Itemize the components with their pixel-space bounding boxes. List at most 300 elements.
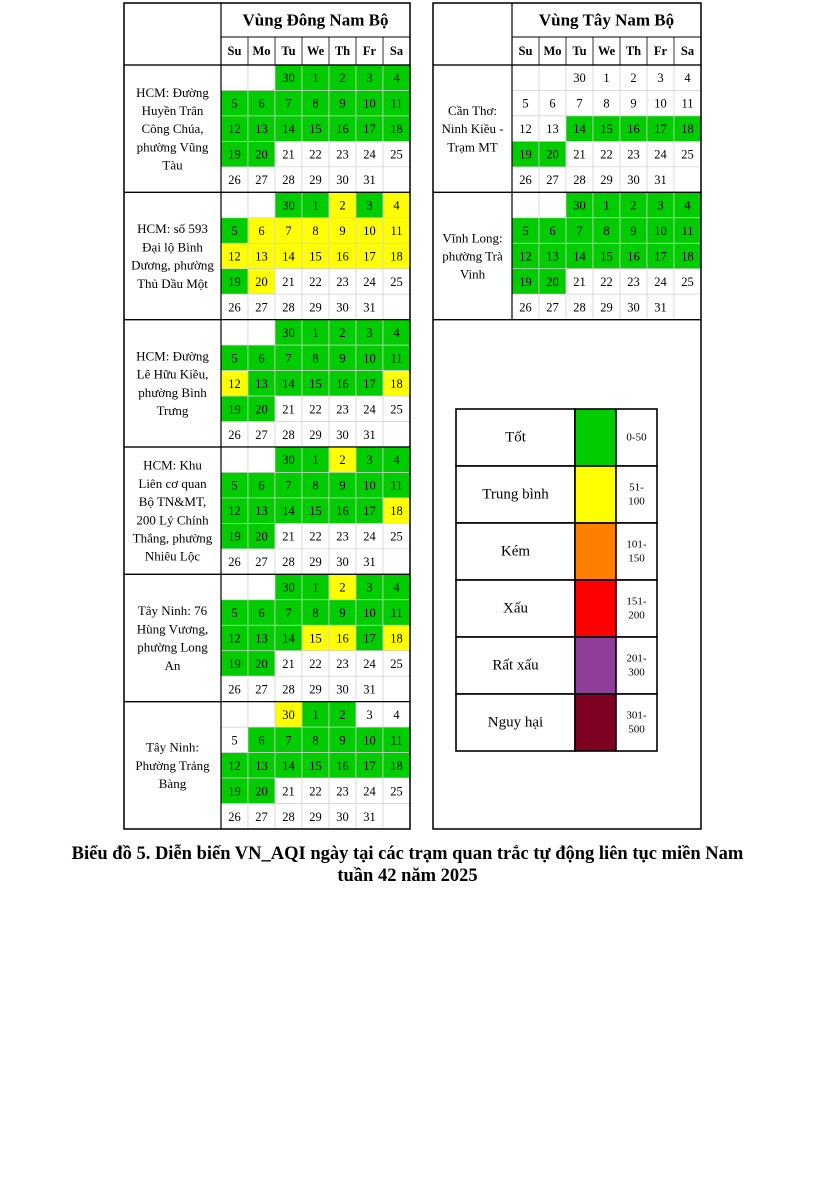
day-number: 10 [363, 733, 376, 748]
day-number: 27 [255, 682, 268, 697]
day-number: 28 [573, 300, 586, 315]
day-number: 16 [336, 249, 349, 264]
legend-range: 151- [626, 595, 647, 608]
day-number: 26 [519, 173, 532, 188]
day-number: 3 [657, 71, 664, 86]
day-number: 23 [336, 402, 349, 417]
day-number: 21 [282, 656, 295, 671]
day-number: 18 [390, 504, 403, 519]
day-number: 28 [573, 173, 586, 188]
day-number: 11 [681, 96, 694, 111]
legend-range: 100 [628, 495, 645, 508]
day-number: 2 [339, 453, 346, 468]
day-number: 24 [654, 274, 667, 289]
day-number: 24 [363, 656, 376, 671]
day-number: 21 [573, 274, 586, 289]
day-number: 18 [681, 122, 694, 137]
day-number: 18 [681, 249, 694, 264]
day-number: 30 [282, 580, 295, 595]
day-number: 19 [228, 274, 241, 289]
day-number: 14 [282, 504, 295, 519]
station-name-line: Vĩnh Long: [442, 230, 503, 246]
day-number: 20 [546, 147, 559, 162]
day-number: 13 [255, 758, 268, 773]
weekday-label: We [306, 44, 325, 58]
day-number: 1 [312, 71, 319, 86]
day-cell [383, 549, 410, 574]
day-number: 5 [231, 351, 238, 366]
station-name-line: HCM: Đường [136, 84, 209, 100]
day-number: 28 [282, 682, 295, 697]
day-number: 2 [339, 71, 346, 86]
day-number: 30 [336, 555, 349, 570]
station-name-line: 200 Lý Chính [136, 512, 209, 528]
legend-range: 500 [628, 723, 645, 736]
day-number: 7 [285, 478, 292, 493]
day-number: 7 [576, 96, 583, 111]
station-name-line: Liên cơ quan [138, 475, 207, 491]
legend-range: 301- [626, 709, 647, 722]
day-number: 9 [339, 606, 346, 621]
day-number: 24 [363, 147, 376, 162]
day-number: 31 [363, 809, 376, 824]
day-number: 29 [309, 809, 322, 824]
day-number: 5 [231, 733, 238, 748]
day-number: 13 [255, 376, 268, 391]
legend-swatch [575, 637, 616, 694]
day-number: 18 [390, 631, 403, 646]
station-name-line: phường Vũng [136, 139, 209, 155]
station-name-line: Tây Ninh: 76 [137, 603, 208, 619]
day-number: 9 [339, 224, 346, 239]
day-number: 20 [255, 784, 268, 799]
station-name-line: Đại lộ Bình [142, 239, 203, 255]
day-number: 4 [393, 453, 400, 468]
day-number: 28 [282, 427, 295, 442]
day-number: 29 [309, 300, 322, 315]
legend-range-cell [616, 637, 657, 694]
weekday-label: Sa [389, 44, 404, 58]
day-number: 1 [312, 580, 319, 595]
weekday-label: Su [518, 44, 533, 58]
legend-range: 101- [626, 538, 647, 551]
day-number: 22 [309, 656, 322, 671]
day-number: 27 [255, 555, 268, 570]
day-cell [383, 422, 410, 447]
day-number: 14 [282, 376, 295, 391]
day-number: 3 [657, 198, 664, 213]
day-number: 22 [309, 147, 322, 162]
day-number: 8 [312, 733, 319, 748]
day-cell [248, 702, 275, 727]
day-number: 23 [336, 147, 349, 162]
day-number: 30 [336, 682, 349, 697]
day-number: 2 [339, 325, 346, 340]
day-number: 29 [600, 173, 613, 188]
day-number: 31 [363, 682, 376, 697]
day-number: 17 [363, 122, 376, 137]
day-number: 10 [363, 224, 376, 239]
station-name-line: Ninh Kiều - [441, 121, 504, 137]
day-number: 4 [393, 580, 400, 595]
day-number: 15 [309, 249, 322, 264]
day-number: 24 [363, 529, 376, 544]
day-number: 26 [228, 300, 241, 315]
day-number: 27 [255, 300, 268, 315]
station-name-line: phường Long [137, 639, 208, 655]
legend-range: 201- [626, 652, 647, 665]
day-number: 17 [363, 249, 376, 264]
day-number: 17 [654, 122, 667, 137]
day-number: 24 [363, 402, 376, 417]
day-number: 30 [282, 707, 295, 722]
day-number: 30 [282, 453, 295, 468]
day-number: 1 [312, 325, 319, 340]
station-name-line: Cần Thơ: [448, 102, 497, 118]
day-number: 19 [228, 402, 241, 417]
day-number: 21 [282, 402, 295, 417]
day-number: 30 [573, 71, 586, 86]
day-number: 30 [282, 71, 295, 86]
day-number: 18 [390, 376, 403, 391]
day-number: 31 [363, 555, 376, 570]
day-number: 13 [546, 249, 559, 264]
day-number: 28 [282, 555, 295, 570]
day-number: 14 [282, 249, 295, 264]
caption-line-1: Biểu đồ 5. Diễn biến VN_AQI ngày tại các trạm quan trắc tự động liên tục miền Nam [71, 844, 744, 864]
day-number: 14 [573, 122, 586, 137]
day-number: 8 [312, 478, 319, 493]
day-number: 19 [228, 147, 241, 162]
day-number: 21 [282, 274, 295, 289]
day-number: 31 [654, 300, 667, 315]
day-number: 26 [228, 427, 241, 442]
legend-label: Trung bình [482, 486, 549, 503]
day-number: 26 [519, 300, 532, 315]
day-number: 12 [228, 122, 241, 137]
day-number: 16 [336, 122, 349, 137]
day-number: 30 [336, 809, 349, 824]
day-number: 16 [336, 631, 349, 646]
day-number: 3 [366, 198, 373, 213]
legend-label: Tốt [505, 429, 526, 446]
weekday-label: Th [334, 44, 351, 58]
day-number: 3 [366, 707, 373, 722]
day-number: 6 [258, 96, 265, 111]
day-number: 20 [255, 147, 268, 162]
day-number: 28 [282, 300, 295, 315]
legend-swatch [575, 694, 616, 751]
day-cell [221, 65, 248, 90]
day-number: 21 [282, 529, 295, 544]
day-cell [248, 320, 275, 345]
day-number: 10 [363, 606, 376, 621]
legend-range: 150 [628, 552, 645, 565]
day-number: 27 [546, 300, 559, 315]
day-number: 7 [285, 351, 292, 366]
day-number: 8 [312, 96, 319, 111]
station-name-line: HCM: số 593 [137, 221, 208, 237]
day-number: 16 [336, 504, 349, 519]
day-number: 12 [519, 122, 532, 137]
day-number: 2 [630, 71, 637, 86]
day-number: 1 [603, 71, 610, 86]
day-number: 7 [285, 606, 292, 621]
day-number: 14 [282, 758, 295, 773]
day-number: 30 [627, 173, 640, 188]
day-number: 19 [228, 656, 241, 671]
day-number: 4 [684, 71, 691, 86]
legend-range: 200 [628, 609, 645, 622]
day-number: 24 [363, 784, 376, 799]
day-number: 24 [363, 274, 376, 289]
station-name-line: Phường Trảng [135, 757, 210, 773]
day-number: 25 [681, 274, 694, 289]
day-number: 5 [231, 96, 238, 111]
region-title: Vùng Đông Nam Bộ [242, 10, 389, 30]
legend-label: Rất xấu [492, 657, 539, 674]
day-number: 31 [654, 173, 667, 188]
day-number: 4 [684, 198, 691, 213]
station-name-line: Thủ Dầu Một [137, 275, 208, 291]
day-number: 11 [390, 351, 403, 366]
day-number: 30 [627, 300, 640, 315]
weekday-label: Sa [680, 44, 695, 58]
day-number: 18 [390, 122, 403, 137]
day-cell [221, 574, 248, 599]
day-number: 12 [519, 249, 532, 264]
day-number: 10 [363, 96, 376, 111]
day-number: 16 [336, 758, 349, 773]
day-cell [221, 320, 248, 345]
day-number: 25 [390, 656, 403, 671]
day-number: 27 [255, 427, 268, 442]
station-name-line: phường Trà [442, 248, 503, 264]
day-number: 28 [282, 173, 295, 188]
station-name-line: An [164, 657, 181, 673]
day-number: 3 [366, 580, 373, 595]
day-number: 4 [393, 198, 400, 213]
day-number: 8 [603, 224, 610, 239]
legend-range-cell [616, 694, 657, 751]
day-number: 1 [312, 707, 319, 722]
region-title: Vùng Tây Nam Bộ [538, 10, 675, 30]
day-number: 26 [228, 555, 241, 570]
day-number: 15 [309, 122, 322, 137]
day-number: 21 [282, 784, 295, 799]
day-number: 9 [339, 733, 346, 748]
day-number: 8 [312, 606, 319, 621]
day-number: 25 [390, 274, 403, 289]
day-cell [539, 192, 566, 217]
day-number: 15 [309, 631, 322, 646]
station-name-line: phường Bình [138, 384, 207, 400]
day-number: 9 [339, 351, 346, 366]
day-number: 8 [312, 351, 319, 366]
day-number: 6 [258, 224, 265, 239]
station-name-line: HCM: Đường [136, 348, 209, 364]
day-number: 7 [576, 224, 583, 239]
day-number: 17 [363, 376, 376, 391]
legend-swatch [575, 523, 616, 580]
day-number: 13 [255, 631, 268, 646]
day-number: 11 [390, 224, 403, 239]
day-number: 31 [363, 427, 376, 442]
day-number: 30 [336, 173, 349, 188]
day-number: 22 [600, 274, 613, 289]
station-name-line: Nhiêu Lộc [144, 548, 201, 564]
day-cell [248, 574, 275, 599]
day-number: 29 [309, 682, 322, 697]
day-number: 4 [393, 707, 400, 722]
day-number: 6 [549, 224, 556, 239]
day-number: 9 [630, 96, 637, 111]
day-number: 25 [390, 529, 403, 544]
station-name-line: Hùng Vương, [136, 621, 209, 637]
day-number: 8 [603, 96, 610, 111]
day-number: 23 [627, 274, 640, 289]
weekday-label: Th [625, 44, 642, 58]
day-number: 7 [285, 224, 292, 239]
day-cell [221, 192, 248, 217]
day-number: 15 [309, 758, 322, 773]
legend-swatch [575, 409, 616, 466]
day-number: 20 [546, 274, 559, 289]
day-number: 14 [282, 631, 295, 646]
day-number: 11 [681, 224, 694, 239]
figure-caption [0, 843, 815, 887]
station-name-line: Trưng [156, 403, 189, 419]
day-number: 6 [258, 733, 265, 748]
day-number: 27 [255, 809, 268, 824]
weekday-label: Su [227, 44, 242, 58]
day-number: 15 [600, 122, 613, 137]
day-number: 5 [522, 96, 529, 111]
day-number: 11 [390, 606, 403, 621]
weekday-label: Tu [572, 44, 587, 58]
day-number: 26 [228, 809, 241, 824]
day-cell [383, 676, 410, 701]
day-number: 30 [282, 198, 295, 213]
day-number: 20 [255, 402, 268, 417]
day-number: 23 [336, 656, 349, 671]
day-number: 13 [546, 122, 559, 137]
day-number: 2 [630, 198, 637, 213]
day-number: 15 [600, 249, 613, 264]
day-number: 9 [339, 478, 346, 493]
day-number: 30 [282, 325, 295, 340]
legend-range-cell [616, 523, 657, 580]
day-number: 20 [255, 656, 268, 671]
day-cell [512, 192, 539, 217]
day-number: 2 [339, 707, 346, 722]
day-cell [674, 167, 701, 192]
day-number: 21 [282, 147, 295, 162]
day-number: 14 [282, 122, 295, 137]
day-number: 19 [519, 274, 532, 289]
day-number: 12 [228, 504, 241, 519]
legend-label: Kém [500, 543, 531, 560]
legend-swatch [575, 580, 616, 637]
day-number: 5 [522, 224, 529, 239]
weekday-label: Fr [653, 44, 668, 58]
day-number: 10 [363, 351, 376, 366]
legend-range-cell [616, 580, 657, 637]
day-number: 12 [228, 376, 241, 391]
day-number: 29 [600, 300, 613, 315]
station-name-line: Tây Ninh: [145, 739, 200, 755]
day-number: 10 [363, 478, 376, 493]
station-name-line: Thắng, phường [132, 530, 213, 546]
station-name-line: Vinh [459, 266, 486, 282]
day-number: 7 [285, 96, 292, 111]
legend-range: 51- [629, 481, 644, 494]
station-name-line: Bàng [158, 776, 187, 792]
day-cell [221, 702, 248, 727]
station-name-line: Lê Hữu Kiều, [136, 366, 209, 382]
day-number: 13 [255, 122, 268, 137]
day-number: 1 [603, 198, 610, 213]
day-cell [674, 294, 701, 319]
day-number: 22 [309, 784, 322, 799]
day-number: 22 [309, 402, 322, 417]
day-number: 16 [627, 249, 640, 264]
day-number: 20 [255, 529, 268, 544]
weekday-label: Mo [543, 44, 562, 58]
day-number: 11 [390, 96, 403, 111]
day-number: 17 [654, 249, 667, 264]
day-number: 25 [390, 402, 403, 417]
day-cell [221, 447, 248, 472]
legend-range: 300 [628, 666, 645, 679]
day-number: 20 [255, 274, 268, 289]
day-number: 1 [312, 453, 319, 468]
day-cell [383, 294, 410, 319]
day-number: 6 [549, 96, 556, 111]
day-number: 25 [390, 147, 403, 162]
station-name-line: Công Chúa, [141, 121, 204, 137]
day-number: 13 [255, 504, 268, 519]
day-number: 4 [393, 71, 400, 86]
day-number: 23 [336, 274, 349, 289]
day-number: 22 [600, 147, 613, 162]
day-number: 19 [519, 147, 532, 162]
weekday-label: Mo [252, 44, 271, 58]
day-number: 17 [363, 504, 376, 519]
day-number: 19 [228, 529, 241, 544]
day-number: 9 [339, 96, 346, 111]
day-cell [539, 65, 566, 90]
day-number: 2 [339, 580, 346, 595]
day-number: 11 [390, 478, 403, 493]
day-number: 26 [228, 682, 241, 697]
day-number: 7 [285, 733, 292, 748]
day-number: 29 [309, 173, 322, 188]
day-number: 14 [573, 249, 586, 264]
day-number: 5 [231, 606, 238, 621]
day-number: 11 [390, 733, 403, 748]
day-number: 29 [309, 427, 322, 442]
day-number: 31 [363, 173, 376, 188]
station-name-line: Trạm MT [447, 139, 498, 155]
day-number: 12 [228, 758, 241, 773]
day-number: 4 [393, 325, 400, 340]
day-number: 8 [312, 224, 319, 239]
caption-line-2: tuần 42 năm 2025 [337, 866, 478, 886]
day-number: 22 [309, 274, 322, 289]
day-number: 3 [366, 325, 373, 340]
day-cell [383, 804, 410, 829]
